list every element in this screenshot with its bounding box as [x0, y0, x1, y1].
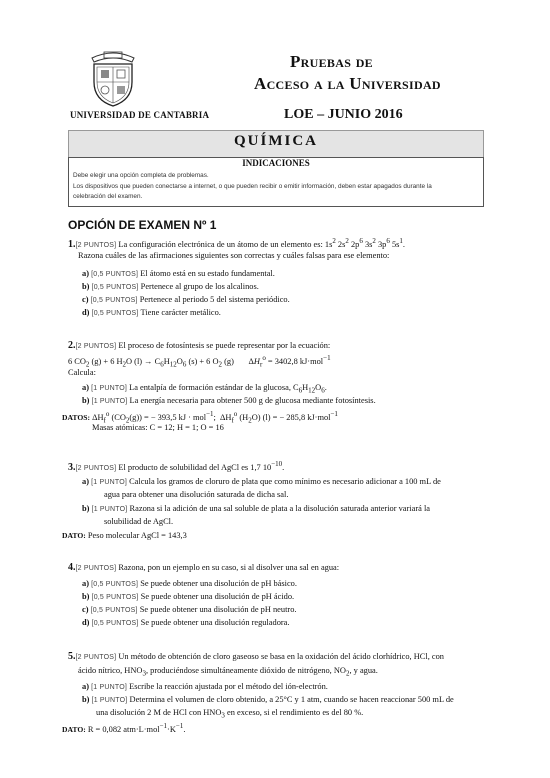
question-4-item-d: d) [0,5 PUNTOS] Se puede obtener una disolución reguladora. — [82, 618, 290, 627]
question-3-item-a: a) [1 PUNTO] Calcula los gramos de cloruro de plata que como mínimo es necesario adicionar a 100 mL de — [82, 477, 441, 486]
question-3-item-b-cont: solubilidad de AgCl. — [104, 517, 174, 526]
question-4-item-c: c) [0,5 PUNTOS] Se puede obtener una disolución de pH neutro. — [82, 605, 297, 614]
question-3-data: DATO: Peso molecular AgCl = 143,3 — [62, 531, 187, 540]
question-1-item-a: a) [0,5 PUNTOS] El átomo está en su estado fundamental. — [82, 269, 275, 278]
question-5-stem-cont: ácido nítrico, $HNO_3$, produciéndose simultáneamente dióxido de nitrógeno, $NO_2$, y agua. — [78, 666, 378, 678]
subject-title: QUÍMICA — [234, 133, 318, 149]
question-5-item-b-cont: una disolución 2 M de HCl con $HNO_3$ en exceso, si el rendimiento es del 80 %. — [96, 708, 364, 720]
question-1-instruction: Razona cuáles de las afirmaciones siguientes son correctas y cuáles falsas para ese elemento: — [78, 251, 390, 260]
question-2-data: DATOS: $\Delta H_f^o$ $(CO_2(g))$ = − 393,5 kJ · mol$^{-1}$; $\Delta H_f^o$ $(H_2O) (l)$ = − 285,8 kJ·mol$^{-1}$ — [62, 410, 338, 425]
university-crest-icon — [84, 48, 142, 108]
question-4-item-b: b) [0,5 PUNTOS] Se puede obtener una disolución de pH ácido. — [82, 592, 295, 601]
question-5-item-a: a) [1 PUNTO] Escribe la reacción ajustada por el método del ión-electrón. — [82, 682, 328, 691]
question-2-item-a: a) [1 PUNTO] La entalpía de formación estándar de la glucosa, $C_6H_{12}O_6$. — [82, 383, 327, 395]
exam-title-line2: Acceso a la Universidad — [254, 74, 441, 93]
question-2-atomic-masses: Masas atómicas: C = 12; H = 1; O = 16 — [92, 423, 224, 432]
question-5-item-b: b) [1 PUNTO] Determina el volumen de cloro obtenido, a 25°C y 1 atm, cuando se hacen reaccionar 500 mL de — [82, 695, 454, 704]
exam-title-line1: Pruebas de — [290, 52, 373, 71]
instructions-line: celebración del examen. — [73, 193, 143, 200]
question-4-item-a: a) [0,5 PUNTOS] Se puede obtener una disolución de pH básico. — [82, 579, 297, 588]
subject-banner — [68, 130, 484, 158]
option-title: OPCIÓN DE EXAMEN Nº 1 — [68, 218, 217, 232]
question-2-stem: 2.[2 PUNTOS] El proceso de fotosíntesis se puede representar por la ecuación: — [68, 340, 331, 351]
question-3-item-b: b) [1 PUNTO] Razona si la adición de una sal soluble de plata a la disolución saturada anterior variará la — [82, 504, 430, 513]
instructions-title: INDICACIONES — [242, 158, 310, 168]
question-3-stem: 3.[2 PUNTOS] El producto de solubilidad del AgCl es 1,7 $10^{-10}$. — [68, 460, 285, 473]
question-1-item-d: d) [0,5 PUNTOS] Tiene carácter metálico. — [82, 308, 221, 317]
question-2-calcula: Calcula: — [68, 368, 96, 377]
photosynthesis-equation: 6 $CO_2$ (g) + 6 $H_2O$ $(l) \to C_6H_{12}O_6$ (s) + 6 $O_2$ (g) $\Delta H_r^o = 3402,8$ kJ·mol$^{-1}$ — [68, 354, 331, 369]
exam-session: LOE – JUNIO 2016 — [284, 107, 403, 122]
university-name: UNIVERSIDAD DE CANTABRIA — [70, 110, 210, 120]
question-4-stem: 4.[2 PUNTOS] Razona, pon un ejemplo en su caso, si al disolver una sal en agua: — [68, 562, 340, 573]
question-5-data: DATO: R = 0,082 $atm\cdot L\cdot mol^{-1}\cdot K^{-1}$. — [62, 722, 186, 734]
question-1-item-c: c) [0,5 PUNTOS] Pertenece al periodo 5 del sistema periódico. — [82, 295, 290, 304]
instructions-box — [68, 157, 484, 207]
question-1-stem: 1.[2 PUNTOS] La configuración electrónica de un átomo de un elemento es: $1s^2$ $2s^2$ $2p^6$ $3s^2$ $3p^6$ $5s^1$. — [68, 237, 405, 250]
question-1-item-b: b) [0,5 PUNTOS] Pertenece al grupo de los alcalinos. — [82, 282, 259, 291]
instructions-line: Debe elegir una opción completa de problemas. — [73, 172, 209, 179]
question-3-item-a-cont: agua para obtener una disolución saturada de dicha sal. — [104, 490, 289, 499]
instructions-line: Los dispositivos que pueden conectarse a internet, o que pueden recibir o emitir información, deben estar apagados durante la — [73, 183, 432, 190]
question-2-item-b: b) [1 PUNTO] La energía necesaria para obtener 500 g de glucosa mediante fotosíntesis. — [82, 396, 376, 405]
question-5-stem: 5.[2 PUNTOS] Un método de obtención de cloro gaseoso se basa en la oxidación del ácido clorhídrico, HCl, con — [68, 651, 444, 662]
